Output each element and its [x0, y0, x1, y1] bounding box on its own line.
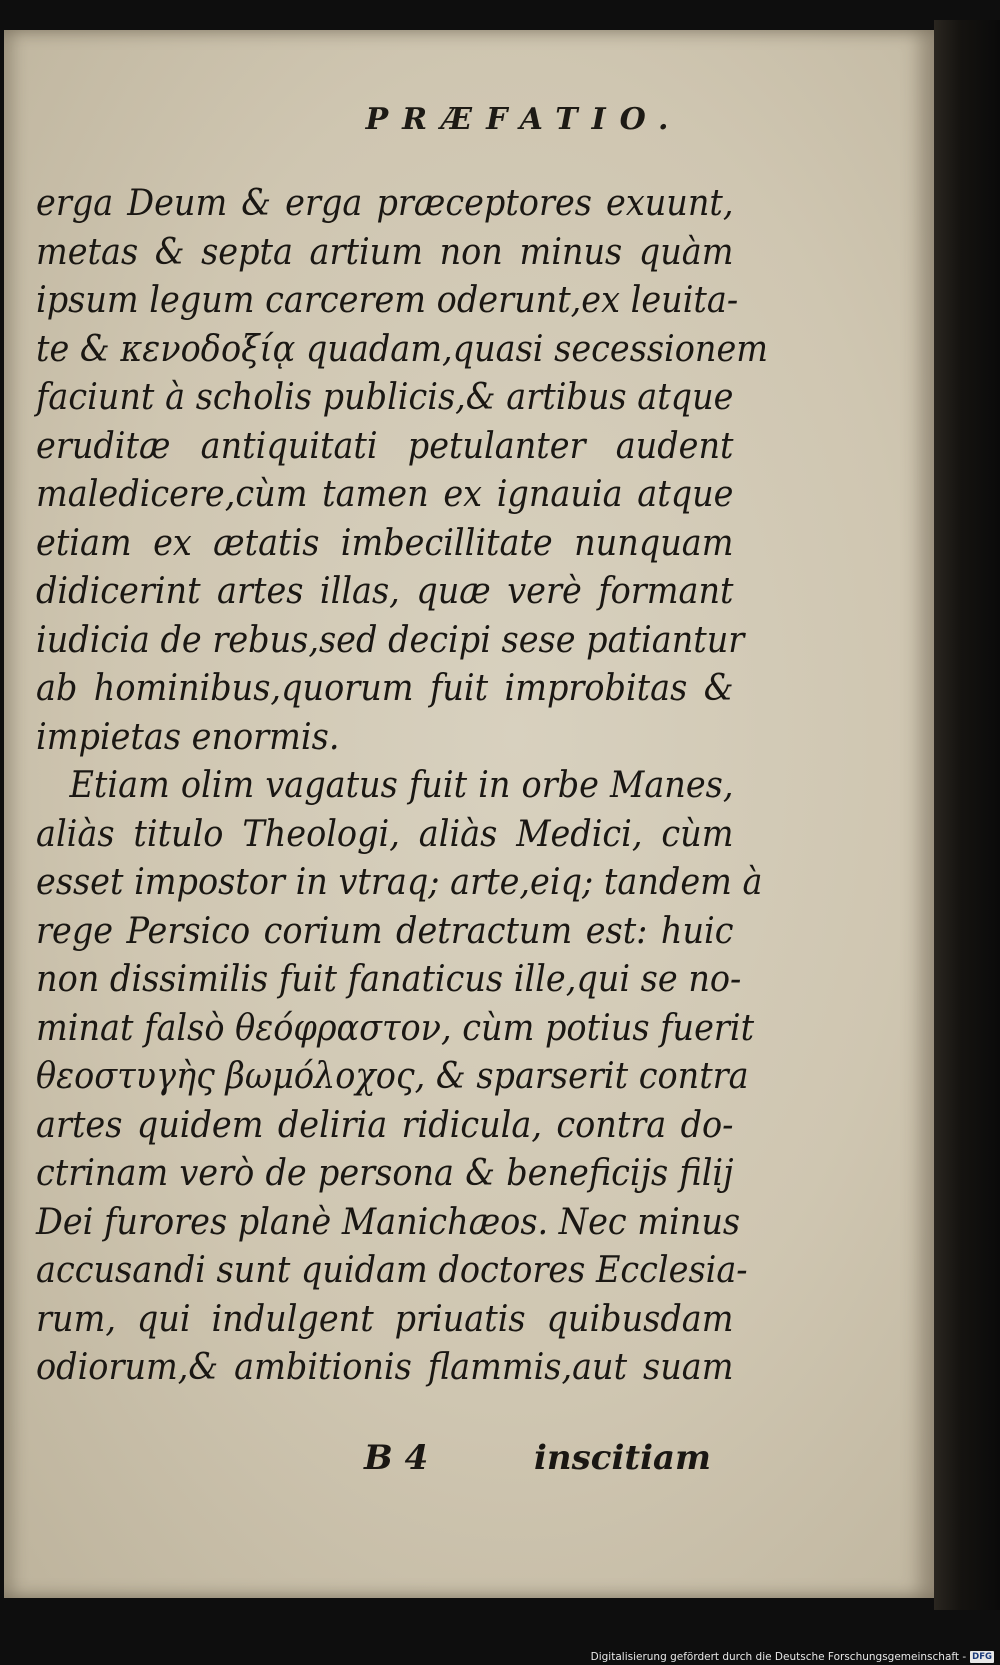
credit-text: Digitalisierung gefördert durch die Deutsche Forschungsgemeinschaft -	[590, 1651, 967, 1663]
text-line: accusandi sunt quidam doctores Ecclesia-	[36, 1250, 748, 1291]
text-line: non dissimilis fuit fanaticus ille,qui se no-	[36, 959, 742, 1000]
text-line: eruditæ antiquitati petulanter audent	[36, 425, 734, 467]
text-line: te & κενοδοξίᾳ quadam,quasi secessionem	[36, 328, 769, 370]
text-line: Dei furores planè Manichæos. Nec minus	[36, 1201, 741, 1243]
text-line: faciunt à scholis publicis,& artibus atque	[36, 377, 734, 418]
text-line: ctrinam verò de persona & beneficijs filij	[36, 1153, 734, 1194]
text-line: odiorum,& ambitionis flammis,aut suam	[36, 1347, 734, 1388]
signature-mark: B 4	[364, 1438, 429, 1478]
text-line: impietas enormis.	[36, 716, 340, 758]
text-line: esset impostor in vtraq; arte,eiq; tandem à	[36, 862, 763, 903]
running-header: PRÆFATIO.	[365, 102, 683, 137]
dfg-logo-icon: DFG	[972, 1652, 992, 1662]
text-line: iudicia de rebus,sed decipi sese patiantur	[36, 619, 745, 661]
text-line: Etiam olim vagatus fuit in orbe Manes,	[69, 765, 734, 806]
book-gutter	[934, 20, 1000, 1610]
text-line: maledicere,cùm tamen ex ignauia atque	[36, 474, 734, 515]
text-line: ab hominibus,quorum fuit improbitas &	[36, 668, 734, 709]
book-page	[4, 30, 934, 1598]
text-line: rum, qui indulgent priuatis quibusdam	[36, 1298, 734, 1340]
body-text	[36, 180, 769, 1393]
text-line: ipsum legum carcerem oderunt,ex leuita-	[36, 280, 739, 321]
text-line: rege Persico corium detractum est: huic	[36, 910, 734, 952]
text-line: etiam ex ætatis imbecillitate nunquam	[36, 522, 734, 564]
text-line: erga Deum & erga præceptores exuunt,	[36, 183, 734, 224]
digitization-credit	[591, 1651, 994, 1663]
text-line: artes quidem deliria ridicula, contra do-	[36, 1104, 734, 1146]
text-line: minat falsò θεόφραστον, cùm potius fuerit	[36, 1007, 755, 1049]
text-line: didicerint artes illas, quæ verè formant	[36, 571, 734, 612]
text-line: metas & septa artium non minus quàm	[36, 231, 734, 273]
catchword: inscitiam	[534, 1438, 712, 1478]
text-line: θεοστυγὴς βωμόλοχος, & sparserit contra	[36, 1056, 749, 1097]
text-line: aliàs titulo Theologi, aliàs Medici, cùm	[36, 813, 734, 855]
